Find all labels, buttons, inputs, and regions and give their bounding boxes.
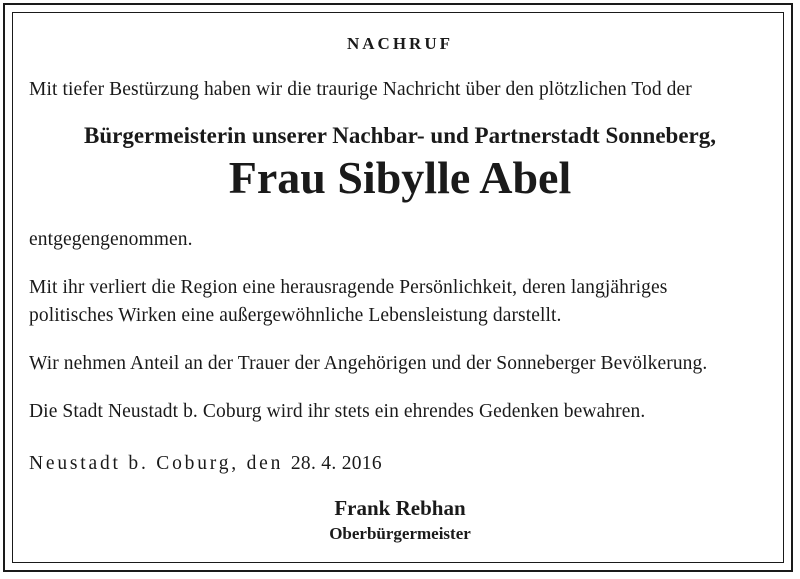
paragraph-2: Wir nehmen Anteil an der Trauer der Angehörigen und der Sonneberger Bevölkerung. xyxy=(29,353,708,374)
notice-heading: NACHRUF xyxy=(347,34,453,53)
signer-role: Oberbürgermeister xyxy=(329,524,471,543)
date-text: 28. 4. 2016 xyxy=(290,453,382,474)
deceased-name: Frau Sibylle Abel xyxy=(228,152,572,203)
paragraph-1-line-2: politisches Wirken eine außergewöhnliche Lebensleistung darstellt. xyxy=(29,305,562,326)
deceased-title: Bürgermeisterin unserer Nachbar- und Partnerstadt Sonneberg, xyxy=(83,123,717,148)
intro-text: Mit tiefer Bestürzung haben wir die traurige Nachricht über den plötzlichen Tod der xyxy=(29,79,692,100)
paragraph-1-line-1: Mit ihr verliert die Region eine herausragende Persönlichkeit, deren langjähriges xyxy=(29,277,668,298)
place-text: Neustadt b. Coburg, den xyxy=(29,453,284,474)
place-and-date xyxy=(29,450,382,478)
paragraph-3: Die Stadt Neustadt b. Coburg wird ihr stets ein ehrendes Gedenken bewahren. xyxy=(29,401,646,422)
signer-name: Frank Rebhan xyxy=(334,496,466,520)
received-text: entgegengenommen. xyxy=(29,229,193,250)
